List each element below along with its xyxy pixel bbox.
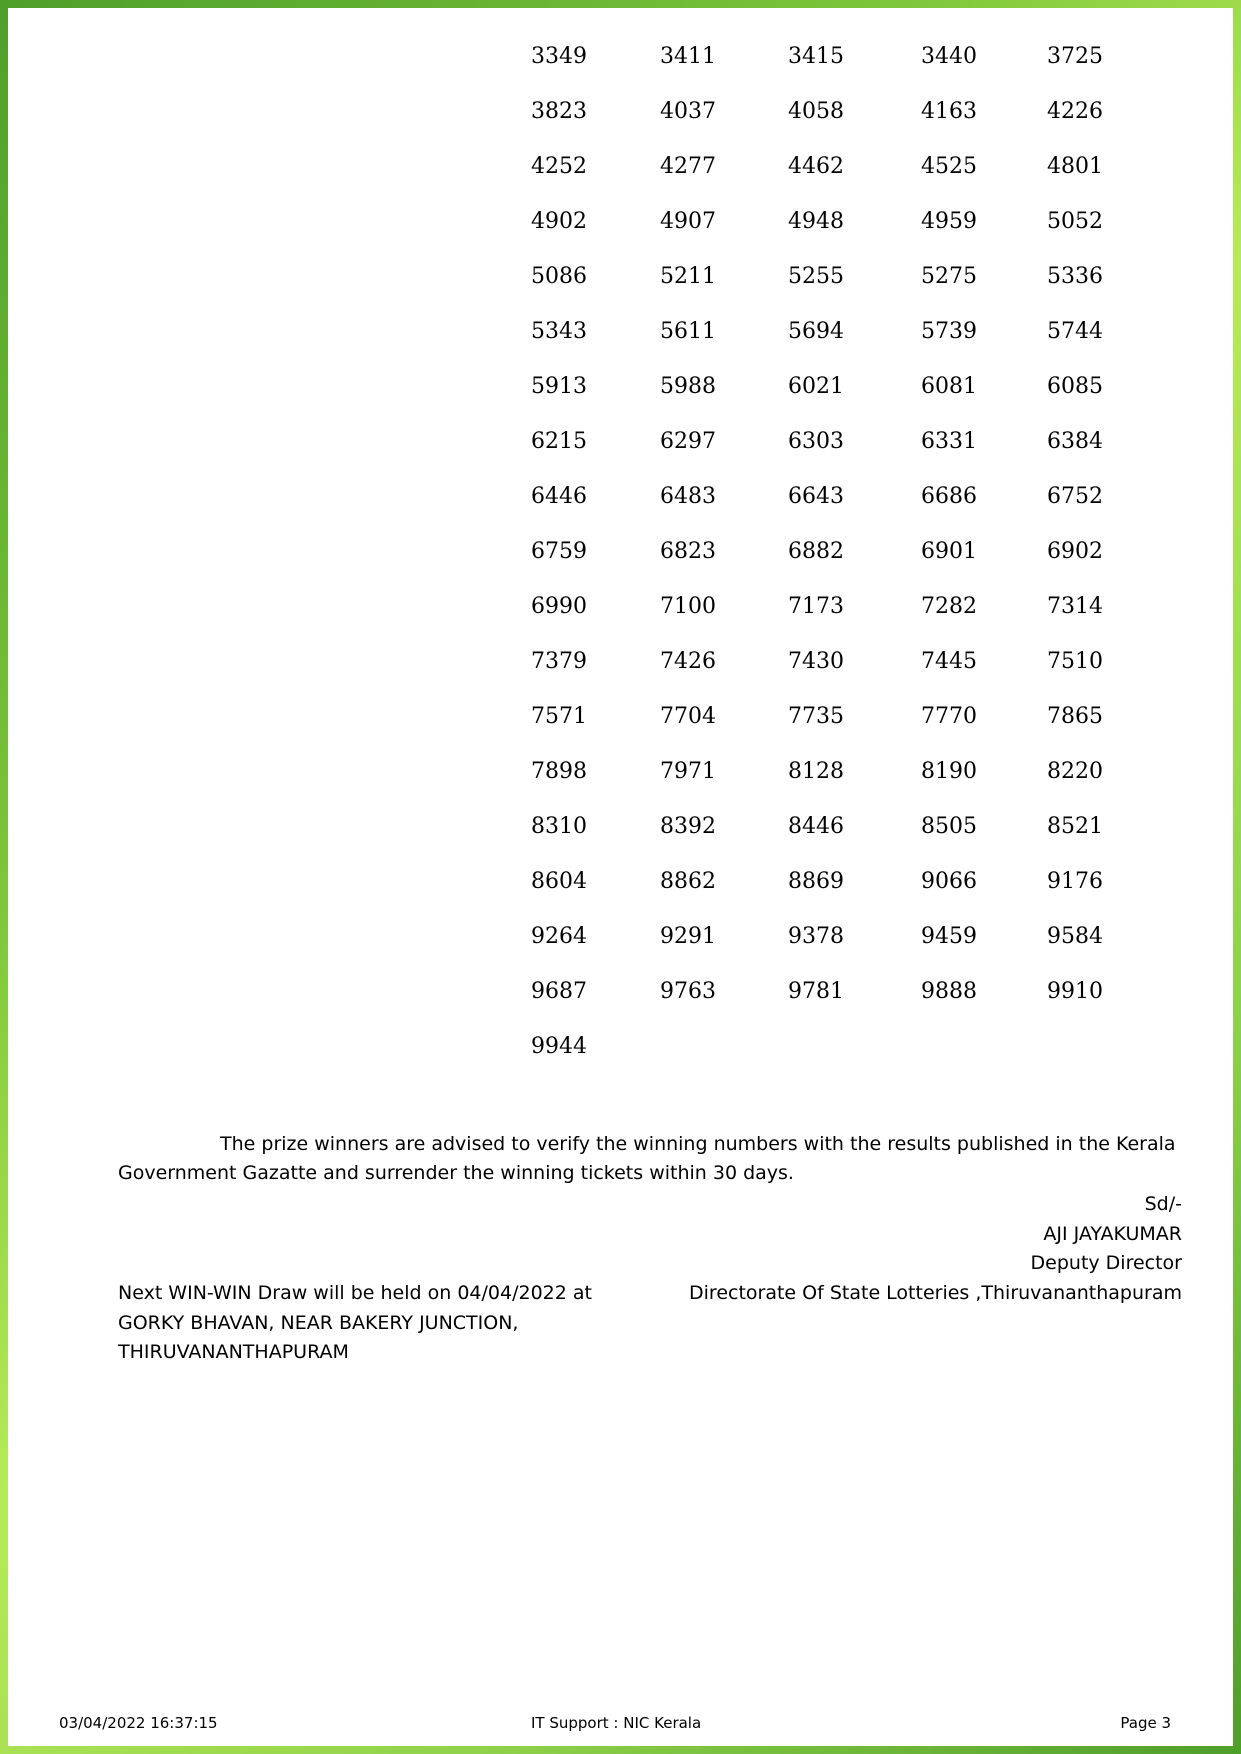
winning-number: 7430 [788,649,844,674]
winning-number: 7510 [1047,649,1103,674]
winning-number: 5744 [1047,319,1103,344]
notice-text: The prize winners are advised to verify the winning numbers with the results published in the Kerala Government Gazatte and surrender the winning tickets within 30 days. [118,1133,1176,1184]
winning-number: 6297 [660,429,716,454]
winning-number: 7173 [788,594,844,619]
signatory-designation: Deputy Director [1030,1252,1182,1274]
winning-number: 6902 [1047,539,1103,564]
winning-number: 7971 [660,759,716,784]
winning-number: 7571 [531,704,587,729]
footer-page-number: Page 3 [1120,1714,1171,1732]
next-draw-line-3: THIRUVANANTHAPURAM [118,1341,349,1363]
next-draw-info [118,1279,638,1368]
winning-number: 7379 [531,649,587,674]
winning-number: 9888 [921,979,977,1004]
winning-number: 9264 [531,924,587,949]
winning-number: 6823 [660,539,716,564]
winning-number: 6081 [921,374,977,399]
winning-number: 6643 [788,484,844,509]
winning-number: 6021 [788,374,844,399]
winning-number: 6331 [921,429,977,454]
winning-number: 5052 [1047,209,1103,234]
winning-number: 8521 [1047,814,1103,839]
winning-number: 6384 [1047,429,1103,454]
winning-number: 5913 [531,374,587,399]
winning-number: 3415 [788,44,844,69]
winning-number: 8862 [660,869,716,894]
winning-number: 5255 [788,264,844,289]
winning-number: 9176 [1047,869,1103,894]
winning-number: 4037 [660,99,716,124]
winning-number: 7282 [921,594,977,619]
winning-number: 6901 [921,539,977,564]
winning-number: 4252 [531,154,587,179]
winning-number: 7100 [660,594,716,619]
signature-sd: Sd/- [1144,1193,1182,1215]
winning-number: 6446 [531,484,587,509]
winners-notice [118,1130,1182,1188]
winning-number: 6303 [788,429,844,454]
footer-timestamp: 03/04/2022 16:37:15 [59,1714,218,1732]
winning-numbers-grid [531,44,1151,1089]
winning-number: 8190 [921,759,977,784]
winning-number: 4902 [531,209,587,234]
winning-number: 5275 [921,264,977,289]
winning-number: 4801 [1047,154,1103,179]
winning-number: 4948 [788,209,844,234]
winning-number: 9763 [660,979,716,1004]
winning-number: 8310 [531,814,587,839]
winning-number: 8446 [788,814,844,839]
winning-number: 7704 [660,704,716,729]
winning-number: 4226 [1047,99,1103,124]
winning-number: 8220 [1047,759,1103,784]
winning-number: 4462 [788,154,844,179]
winning-number: 9910 [1047,979,1103,1004]
winning-number: 6686 [921,484,977,509]
winning-number: 9378 [788,924,844,949]
winning-number: 4058 [788,99,844,124]
winning-number: 3725 [1047,44,1103,69]
winning-number: 3440 [921,44,977,69]
signatory-office: Directorate Of State Lotteries ,Thiruvananthapuram [689,1281,1182,1304]
winning-number: 6759 [531,539,587,564]
signature-block [689,1190,1182,1308]
winning-number: 7770 [921,704,977,729]
winning-number: 4277 [660,154,716,179]
winning-number: 5211 [660,264,716,289]
winning-number: 7426 [660,649,716,674]
winning-number: 3411 [660,44,716,69]
winning-number: 9291 [660,924,716,949]
winning-number: 9066 [921,869,977,894]
winning-number: 5739 [921,319,977,344]
winning-number: 5611 [660,319,716,344]
winning-number: 7314 [1047,594,1103,619]
winning-number: 9584 [1047,924,1103,949]
winning-number: 7445 [921,649,977,674]
winning-number: 8392 [660,814,716,839]
winning-number: 3823 [531,99,587,124]
winning-number: 8128 [788,759,844,784]
winning-number: 5343 [531,319,587,344]
winning-number: 9781 [788,979,844,1004]
winning-number: 8869 [788,869,844,894]
winning-number: 7735 [788,704,844,729]
signatory-name: AJI JAYAKUMAR [1043,1222,1182,1245]
winning-number: 3349 [531,44,587,69]
footer-support: IT Support : NIC Kerala [531,1714,702,1732]
winning-number: 8604 [531,869,587,894]
winning-number: 4907 [660,209,716,234]
winning-number: 6990 [531,594,587,619]
winning-number: 4525 [921,154,977,179]
winning-number: 5988 [660,374,716,399]
next-draw-line-2: GORKY BHAVAN, NEAR BAKERY JUNCTION, [118,1311,519,1334]
next-draw-line-1: Next WIN-WIN Draw will be held on 04/04/2022 at [118,1282,592,1304]
winning-number: 9944 [531,1034,587,1059]
winning-number: 6882 [788,539,844,564]
winning-number: 7865 [1047,704,1103,729]
winning-number: 6752 [1047,484,1103,509]
winning-number: 5086 [531,264,587,289]
winning-number: 6483 [660,484,716,509]
winning-number: 8505 [921,814,977,839]
winning-number: 5336 [1047,264,1103,289]
winning-number: 7898 [531,759,587,784]
winning-number: 6085 [1047,374,1103,399]
winning-number: 6215 [531,429,587,454]
winning-number: 9687 [531,979,587,1004]
winning-number: 9459 [921,924,977,949]
winning-number: 4959 [921,209,977,234]
winning-number: 5694 [788,319,844,344]
winning-number: 4163 [921,99,977,124]
